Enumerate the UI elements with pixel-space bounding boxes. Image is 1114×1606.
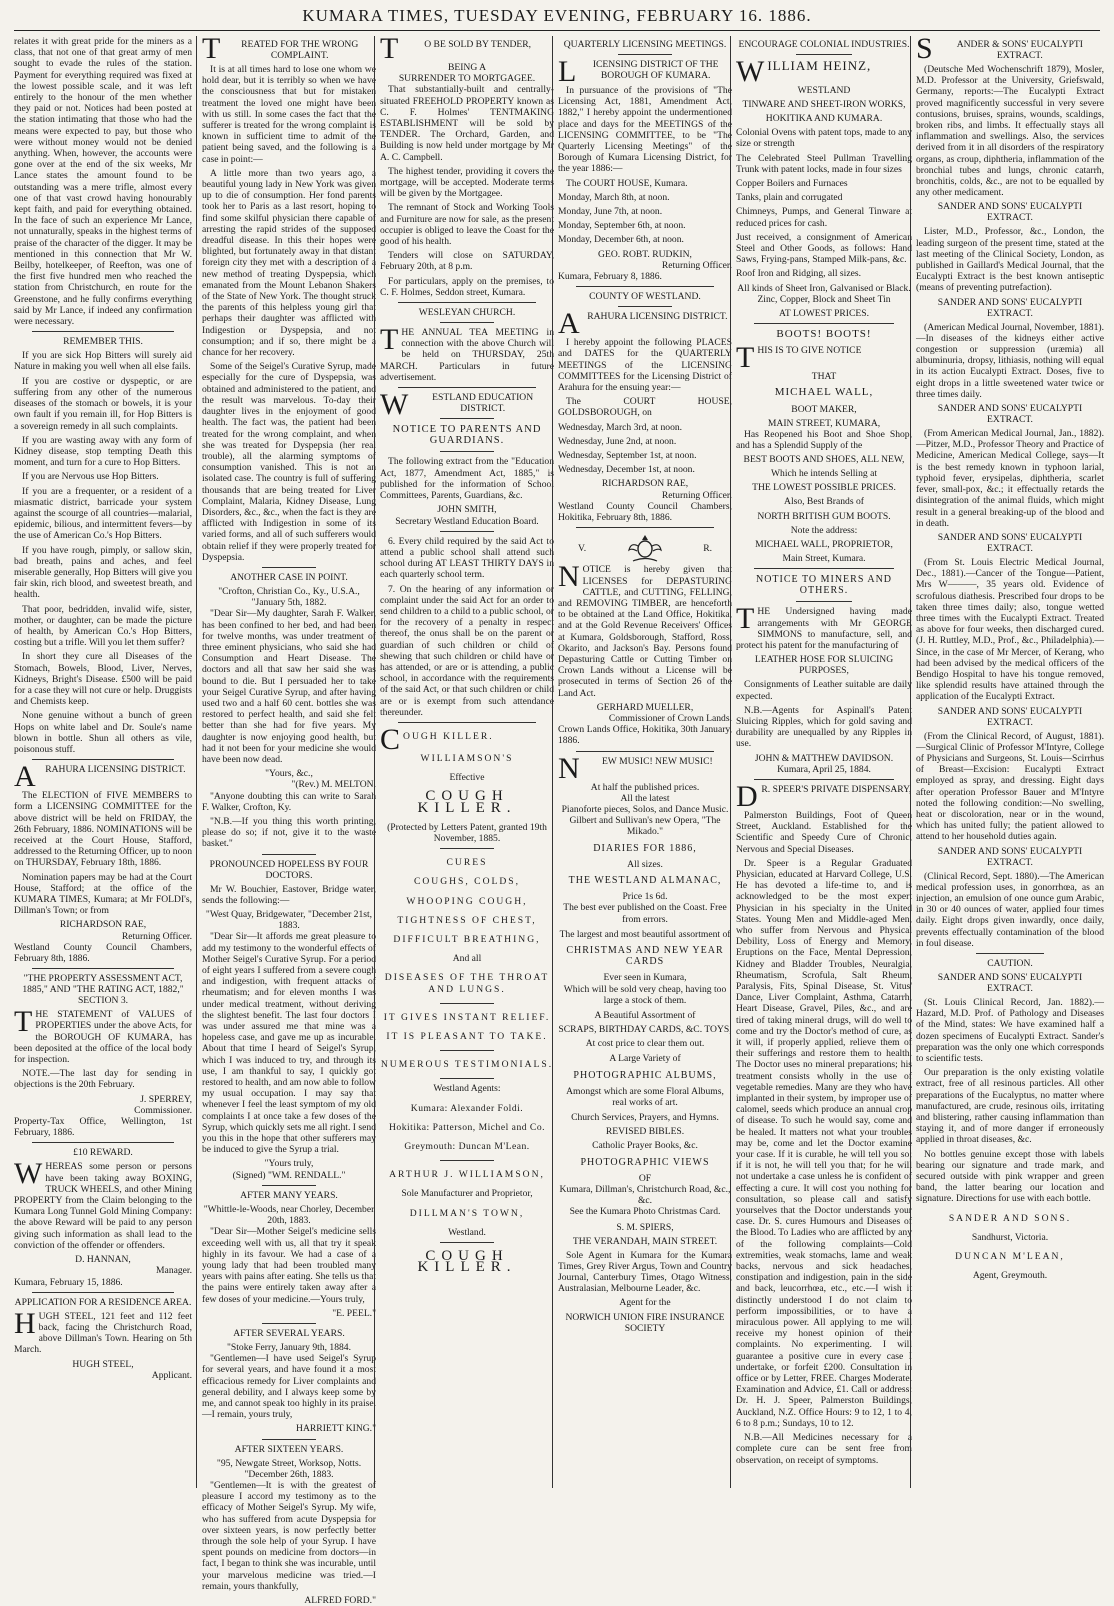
treated-para: Some of the Seigel's Curative Syrup, made especially for the cure of Dyspepsia, was obtained and administered to the patient, and the result was marvelous. To-day their daughter lives in the enjoyment of good health. The fact was, the patient had been treated for the wrong complaint, and when she was treated for Dyspepsia (her real trouble), all the alarming symptoms of consumption vanished. This is not an isolated case. The country is full of suffering thousands that are being treated for Liver Complaint, Malaria, Kidney Disease, Lung Disorders, &c., &c., when the fact is they are afflicted with Indigestion in some of its varied forms, and all of such sufferers would obtain relief if they were properly treated for Dyspepsia. xyxy=(202,361,376,563)
arahura-date: Wednesday, June 2nd, at noon. xyxy=(558,435,677,447)
maker-town: DILLMAN'S TOWN, xyxy=(409,1207,525,1219)
divider xyxy=(440,418,494,419)
arahura-body: The ELECTION of FIVE MEMBERS to form a LICENSING COMMITTEE for the above district will be held on FRIDAY, the 26th February, 1886. NOMINATIONS will be received at the Court House, Stafford, addressed to the Returning Officer, up to noon on THURSDAY, February 18th, 1886. xyxy=(14,790,192,869)
heinz-zinc: Zinc, Copper, Block and Sheet Tin xyxy=(757,293,891,305)
divider xyxy=(398,387,536,388)
sander-item-heading: SANDER AND SONS' EUCALYPTI EXTRACT. xyxy=(937,201,1083,224)
drop-cap: T xyxy=(14,1005,33,1039)
drop-cap: T xyxy=(202,32,221,65)
column-3 xyxy=(374,32,554,1488)
divider xyxy=(618,54,672,55)
treated-para: It is at all times hard to lose one whom we hold dear, but it is terribly so when we have the consciousness that but for mistaken treatment the loved one might have been with us still. In some cases the fact that the sufferer is treated for the wrong complaint is known in sufficient time to admit of the patient being saved, and the following is a case in point:— xyxy=(202,64,376,165)
sander-item-body: (American Medical Journal, November, 1881).—In diseases of the kidneys either active congestion or suppression (uræmia) all albuminuria, dropsy, lithiasis, nothing will equal in its action Eucalypti Extract. Doses, five to eight drops in a little sweetened water twice or three times daily. xyxy=(916,321,1104,400)
cards-seen: Ever seen in Kumara, xyxy=(603,972,687,984)
royal-crest-row xyxy=(558,532,732,564)
divider xyxy=(576,286,714,287)
wesleyan-heading: WESLEYAN CHURCH. xyxy=(418,307,516,319)
sander-item-heading: SANDER AND SONS' EUCALYPTI EXTRACT. xyxy=(937,403,1083,426)
maker-region: Westland. xyxy=(448,1226,486,1238)
cure-item: DISEASES OF THE THROAT AND LUNGS. xyxy=(384,972,550,995)
masthead: KUMARA TIMES, TUESDAY EVENING, FEBRUARY 16. 1886. xyxy=(302,6,812,25)
cards-intro: The largest and most beautiful assortment of xyxy=(559,928,731,940)
notice-parents-role: Secretary Westland Education Board. xyxy=(395,515,539,527)
tender-body: That substantially-built and centrally-situated FREEHOLD PROPERTY known as C. F. Holmes' TENTMAKING ESTABLISHMENT will be sold by TENDER. The Orchard, Garden, and Building is now held under mortgage by Mr A. C. Campbell. xyxy=(380,84,554,163)
application-signature: HUGH STEEL, xyxy=(72,1358,134,1370)
column-6 xyxy=(910,32,1104,1488)
instant-relief: IT GIVES INSTANT RELIEF. xyxy=(383,1011,551,1023)
reward-heading: £10 REWARD. xyxy=(73,1147,133,1159)
miners-signature: JOHN & MATTHEW DAVIDSON. xyxy=(754,752,894,764)
arahura-signature: RICHARDSON RAE, xyxy=(601,478,689,490)
scraps: SCRAPS, BIRTHDAY CARDS, &C. TOYS, xyxy=(558,1024,732,1036)
many-dateline: "Whittle-le-Woods, near Chorley, December 20th, 1883. xyxy=(203,1203,375,1227)
boots-role: BOOT MAKER, xyxy=(791,403,857,415)
treated-heading: REATED FOR THE WRONG COMPLAINT. xyxy=(241,39,359,61)
boots-best: BEST BOOTS AND SHOES, ALL NEW, xyxy=(743,454,905,466)
divider xyxy=(440,1078,494,1079)
application-role: Applicant. xyxy=(151,1369,192,1381)
case-heading: ANOTHER CASE IN POINT. xyxy=(230,571,348,583)
divider xyxy=(32,1142,174,1143)
almanac-price: Price 1s 6d. xyxy=(622,891,668,903)
reward-role: Manager. xyxy=(156,1265,192,1277)
boots-that: THAT xyxy=(811,371,837,383)
albums: PHOTOGRAPHIC ALBUMS, xyxy=(573,1069,717,1081)
column-5 xyxy=(730,36,912,1488)
case-signoff: "Yours, &c., xyxy=(265,768,313,780)
boots-line: HIS IS TO GIVE NOTICE xyxy=(757,345,862,357)
many-signature: "E. PEEL." xyxy=(332,1307,376,1319)
views-see: See the Kumara Photo Christmas Card. xyxy=(569,1206,721,1218)
albums-intro: A Large Variety of xyxy=(609,1053,681,1065)
tender-heading: O BE SOLD BY TENDER, xyxy=(424,39,532,50)
divider xyxy=(262,1323,316,1324)
divider xyxy=(796,54,852,55)
music-body: Pianoforte pieces, Solos, and Dance Music. xyxy=(561,803,729,815)
sander-item xyxy=(916,297,1104,400)
hopeless-heading: PRONOUNCED HOPELESS BY FOUR DOCTORS. xyxy=(209,858,369,881)
licensing-date: Monday, December 6th, at noon. xyxy=(558,234,684,246)
albums-sub: Amongst which are some Floral Albums, real works of art. xyxy=(566,1085,724,1109)
bibles: REVISED BIBLES. xyxy=(605,1126,685,1138)
caution-heading: CAUTION. xyxy=(987,958,1033,969)
remember-item: None genuine without a bunch of green Hops on white label and Dr. Soule's name blown in bottle. Shun all others as vile, poisonous stuff. xyxy=(14,710,192,755)
cards-sold: Which will be sold very cheap, having too large a stock of them. xyxy=(563,983,727,1006)
cure-item: TIGHTNESS OF CHEST, xyxy=(397,914,537,926)
heinz-lowest: AT LOWEST PRICES. xyxy=(779,308,869,320)
divider xyxy=(976,953,1044,954)
heinz-heading: ILLIAM HEINZ, xyxy=(767,58,872,73)
divider xyxy=(262,567,316,568)
spiers-shop: THE VERANDAH, MAIN STREET. xyxy=(572,1235,718,1247)
boots-address: Note the address: xyxy=(790,524,858,536)
almanac: THE WESTLAND ALMANAC, xyxy=(568,874,722,886)
crown-notice-body: OTICE is hereby given that LICENSES for DEPASTURING CATTLE, and CUTTING, FELLING, and REMOVING TIMBER, are henceforth to be obtained at the Land Office, Hokitika, and at the Gold Revenue Receivers' Offices at Kumara, Goldsborough, Stafford, Ross, Okarito, and Jackson's Bay. Persons found Depasturing Cattle or Cutting Timber on Crown Lands without a License will be prosecuted in terms of Section 26 of the Land Act. xyxy=(558,564,732,699)
crown-notice-role: Commissioner of Crown Lands. xyxy=(608,712,732,724)
miners-nb: N.B.—Agents for Aspinall's Patent Sluicing Ripples, which for gold saving and durability are unequalled by any Ripples in use. xyxy=(736,704,912,750)
miners-heading: NOTICE TO MINERS AND OTHERS. xyxy=(755,574,893,597)
hopeless-dateline: "West Quay, Bridgewater, "December 21st, 1883. xyxy=(205,909,373,932)
remember-item: If you are a frequenter, or a resident of a miasmatic district, barricade your system against the scourge of all countries—malarial, epidemic, bilious, and intermittent fevers—by the use of American Co.'s Hop Bitters. xyxy=(14,485,192,542)
almanac-sub: The best ever published on the Coast. Free from errors. xyxy=(563,902,727,925)
drop-cap: W xyxy=(380,388,409,422)
divider xyxy=(440,451,494,452)
cough-heading: OUGH KILLER. xyxy=(403,730,494,742)
reward-signature: D. HANNAN, xyxy=(75,1254,131,1266)
several-signature: HARRIETT KING." xyxy=(296,1423,376,1435)
hopeless-signature: (Signed) "WM. RENDALL." xyxy=(232,1169,346,1181)
divider xyxy=(32,759,174,760)
tender-sub: BEING A xyxy=(447,62,487,73)
music-opera: Gilbert and Sullivan's new Opera, "The Mikado." xyxy=(569,815,721,838)
notice-parents-heading: NOTICE TO PARENTS AND GUARDIANS. xyxy=(392,424,542,447)
reward-body: HEREAS some person or persons have been taking away BOXING, TRUCK WHEELS, and other Mining PROPERTY from the Claim belonging to the Kumara Long Tunnel Gold Mining Company: the above Reward will be paid to any person giving such information as shall lead to the conviction of the offender or offenders. xyxy=(14,1161,192,1251)
arahura-body: I hereby appoint the following PLACES and DATES for the QUARTERLY MEETINGS of the LICENSING COMMITTEES for the Licensing District of Arahura for the ensuing year:— xyxy=(558,337,732,394)
divider xyxy=(440,848,494,849)
divider xyxy=(440,322,494,323)
cure-item: DIFFICULT BREATHING, xyxy=(393,933,541,945)
remember-item: If you are sick Hop Bitters will surely aid Nature in making you well when all else fails. xyxy=(14,350,192,373)
application-heading: APPLICATION FOR A RESIDENCE AREA. xyxy=(14,1296,192,1308)
property-body: HE STATEMENT of VALUES of PROPERTIES under the above Acts, for the BOROUGH OF KUMARA, has been deposited at the office of the local body for inspection. xyxy=(14,1009,192,1066)
notice-parents-signature: JOHN SMITH, xyxy=(437,504,497,516)
tender-body: The highest tender, providing it covers the mortgage, will be accepted. Moderate terms will be given by the Mortgagee. xyxy=(380,165,554,200)
boots-proprietor: MICHAEL WALL, PROPRIETOR, xyxy=(755,538,893,550)
case-note: "Anyone doubting this can write to Sarah F. Walker, Crofton, Ky. xyxy=(202,790,376,813)
drop-cap: W xyxy=(14,1157,43,1191)
cough-killer-footer: COUGH KILLER. xyxy=(417,1248,517,1276)
views-of: OF xyxy=(638,1172,652,1184)
quarterly-heading: QUARTERLY LICENSING MEETINGS. xyxy=(563,39,727,50)
divider xyxy=(618,306,672,307)
licensing-signature: GEO. ROBT. RUDKIN, xyxy=(598,248,692,260)
divider xyxy=(440,1003,494,1004)
drop-cap: T xyxy=(380,32,399,65)
agent-place: Agent, Greymouth. xyxy=(972,1270,1048,1282)
agent-for: Agent for the xyxy=(619,1297,671,1309)
sixteen-heading: AFTER SIXTEEN YEARS. xyxy=(234,1443,344,1455)
miners-body: HE Undersigned having made arrangements with Mr GEORGE SIMMONS to manufacture, sell, and protect his patent for the manufacturing of xyxy=(736,606,912,652)
spiers-agent: Sole Agent in Kumara for the Kumara Times, Grey River Argus, Town and Country Journal, Canterbury Times, Otago Witness, Australasian, Melbourne Leader, &c. xyxy=(558,1249,732,1295)
speer-body-2: Dr. Speer is a Regular Graduated Physician, educated at Harvard College, U.S. He has devoted a life-time to, and is acknowledged to be the most expert Physician in his specialty in the United States. Young Men and Middle-aged Men, who suffer from Nervous and Physical Debility, Loss of Energy and Memory, Eruptions on the Face, Mental Depression, Kidney and Bladder Troubles, Neuralgia, Rheumatism, Scrofula, Salt Rheum, Paralysis, Fits, Spinal Disease, St. Vitus' Dance, Liver Complaint, Asthma, Catarrh, Heart Disease, Gravel, Piles, &c., and are tired of taking mineral drugs, will do well to come and try the Doctor's method of cure, as it will, if properly applied, relieve them of their sufferings and restore them to health. The Doctor uses no mineral preparations; his treatment consists wholly in the use of vegetable remedies. Many are they who have implanted in their system, by improper use of calomel, seeds which produce an annual crop of disease. To such he would say, come and be healed. It matters not what your troubles may be, come and let the Doctor examine your case. If it is curable, he will tell you so; if it is not, he will tell you that; for he will not undertake a case unless he is confident of effecting a cure. It will cost you nothing for consultation, so please call and satisfy yourselves that the Doctor understands your case. Dr. S. cures Humours and Diseases of the Blood. To Ladies who are afflicted by any of the following complaints—Cold extremities, weak stomachs, lame and weak backs, nervous and sick headaches, constipation and indigestion, pain in the side and back, leucorrhœa, etc., etc.—I wish it distinctly understood I do not claim to perform impossibilities, or to have a miraculous power. All applying to me will receive my honest opinion of their complaints. No experimenting. I will guarantee a positive cure in every case I undertake, or forfeit £200. Consultation in office or by Letter, FREE. Charges Moderate. Examination and Advice, £1. Call or address: Dr. H. J. Speer, Palmerston Buildings, Auckland, N.Z. Office Hours: 9 to 12, 1 to 4, 6 to 8 p.m.; Sundays, 10 to 12. xyxy=(736,857,912,1429)
encourage-heading: ENCOURAGE COLONIAL INDUSTRIES. xyxy=(738,39,910,50)
arahura-heading: RAHURA LICENSING DISTRICT. xyxy=(587,311,728,323)
case-body: "Dear Sir—My daughter, Sarah F. Walker, has been confined to her bed, and had been for twelve months, was under treatment of three eminent physicians, who said she had Consumption and Heart Disease. The doctors and all that saw her said she was bound to die. But I persuaded her to take your Seigel Curative Syrup, and after having used two and a half 60 cent. bottles she was restored to perfect health, and said she felt better than she had for five years. My daughter is now enjoying good health, but had it not been for your medicine she would have been now dead. xyxy=(202,608,376,765)
sixteen-signature: ALFRED FORD." xyxy=(304,1594,376,1606)
sander-item xyxy=(916,532,1104,703)
property-note: NOTE.—The last day for sending in objections is the 20th February. xyxy=(14,1068,192,1091)
sander-item-heading: SANDER AND SONS' EUCALYPTI EXTRACT. xyxy=(937,296,1083,319)
drop-cap: W xyxy=(736,55,765,88)
divider xyxy=(440,1242,494,1243)
divider xyxy=(576,527,714,528)
maker-name: ARTHUR J. WILLIAMSON, xyxy=(389,1169,545,1181)
remember-item: That poor, bedridden, invalid wife, sister, mother, or daughter, can be made the picture of health, by American Co.'s Hop Bitters, costing but a trifle. Will you let them suffer? xyxy=(14,603,192,649)
arahura-signature: RICHARDSON RAE, xyxy=(59,919,147,931)
hopeless-intro: Mr W. Bouchier, Eastover, Bridge water, sends the following:— xyxy=(202,883,376,906)
heinz-item: The Celebrated Steel Pullman Travelling Trunk with patent locks, made in four sizes xyxy=(736,152,912,175)
sander-item-heading: SANDER AND SONS' EUCALYPTI EXTRACT. xyxy=(937,705,1083,728)
remember-item: If you have rough, pimply, or sallow skin, bad breath, pains and aches, and feel miserable generally, Hop Bitters will give you fair skin, rich blood, and sweetest breath, and health. xyxy=(14,544,192,601)
act-clause-7: 7. On the hearing of any information or complaint under the said Act for an order to send children to a child to a public school, or for the recovery of a penalty in respect thereof, the onus shall be on the parent or guardian of such children or child of shewing that such children or child have or has attended, or are or is attending, a public school, in accordance with the requirements of the said Act, or that such children or child are or is exempt from such attendance thereunder. xyxy=(380,583,554,718)
licensing-role: Returning Officer. xyxy=(661,259,732,271)
column-4 xyxy=(552,36,732,1488)
sander-item-heading: SANDER AND SONS' EUCALYPTI EXTRACT. xyxy=(937,845,1083,868)
remember-heading: REMEMBER THIS. xyxy=(63,336,143,348)
divider xyxy=(754,323,894,324)
crown-notice-signature: GERHARD MUELLER, xyxy=(596,701,694,713)
divider xyxy=(398,722,536,723)
scraps-cost: At cost price to clear them out. xyxy=(585,1038,705,1050)
drop-cap: T xyxy=(380,323,399,357)
diaries: DIARIES FOR 1886, xyxy=(593,842,697,854)
boots-body: Has Reopened his Boot and Shoe Shop, and has a Splendid Supply of the xyxy=(736,428,912,452)
sander-signature: SANDER AND SONS. xyxy=(948,1212,1072,1224)
arahura-body-2: Nomination papers may be had at the Court House, Stafford; at the office of the KUMARA TIMES, Kumara; at Mr FOLDI's, Dillman's Town; or from xyxy=(14,871,192,917)
many-body: "Dear Sir—Mother Seigel's medicine sells exceeding well with us, all that try it speak highly in its favour. We had a case of a young lady that had been troubled many years with pains after eating. She tells us that the pains were entirely taken away after a few doses of your medicine.—Yours truly, xyxy=(202,1226,376,1305)
divider xyxy=(754,568,894,569)
property-signature: J. SPERREY, xyxy=(140,1093,192,1105)
licensing-place: The COURT HOUSE, Kumara. xyxy=(566,177,688,189)
hopeless-signoff: "Yours truly, xyxy=(264,1158,314,1170)
sander-item xyxy=(916,201,1104,293)
caution-body: (St. Louis Clinical Record, Jan. 1882).—Hazard, M.D. Prof. of Pathology and Diseases of the Mind, states: We have examined half a dozen specimens of Eucalypti Extract. Sander's preparation was the only one which corresponds to scientific tests. xyxy=(916,997,1104,1065)
crest-v: V. xyxy=(578,542,587,554)
column-2 xyxy=(196,32,376,1606)
cough-killer-title: COUGH KILLER. xyxy=(417,788,517,816)
heinz-item: Roof Iron and Ridging, all sizes. xyxy=(736,268,861,280)
licensing-heading: ICENSING DISTRICT OF THE BOROUGH OF KUMARA. xyxy=(592,59,719,81)
arahura-date: Wednesday, September 1st, at noon. xyxy=(558,450,697,462)
testimonials: NUMEROUS TESTIMONIALS. xyxy=(380,1059,554,1071)
heinz-item: Copper Boilers and Furnaces xyxy=(736,178,848,190)
boots-gum: NORTH BRITISH GUM BOOTS. xyxy=(757,510,891,522)
boots-prices: THE LOWEST POSSIBLE PRICES. xyxy=(752,482,896,494)
remember-item: In short they cure all Diseases of the Stomach, Bowels, Blood, Liver, Nerves, Kidneys, Bright's Disease. £500 will be paid for a case they will not cure or help. Druggists and Chemists keep. xyxy=(14,651,192,708)
heinz-item: Tanks, plain and corrugated xyxy=(736,192,843,204)
sixteen-dateline: "95, Newgate Street, Worksop, Notts. "December 26th, 1883. xyxy=(216,1457,362,1480)
boots-brands: Also, Best Brands of xyxy=(784,496,864,508)
remember-item: If you are costive or dyspeptic, or are suffering from any other of the numerous diseases of the stomach or bowels, it is your own fault if you remain ill, for Hop Bitters is a sovereign remedy in all such complaints. xyxy=(14,375,192,432)
royal-crest-icon xyxy=(625,532,665,564)
notice-parents-body: The following extract from the "Education Act, 1877, Amendment Act, 1885," is published for the information of School Committees, Parents, Guardians, &c. xyxy=(380,456,554,502)
licensing-date: Monday, September 6th, at noon. xyxy=(558,220,686,232)
drop-cap: C xyxy=(380,722,401,756)
caution-subheading: SANDER AND SONS' EUCALYPTI EXTRACT. xyxy=(937,972,1083,994)
divider xyxy=(32,331,174,332)
diaries-sub: All sizes. xyxy=(627,858,663,870)
divider xyxy=(440,1050,494,1051)
arahura-role: Returning Officer. xyxy=(661,489,732,501)
views-places: Kumara, Dillman's, Christchurch Road, &c., &c. xyxy=(559,1184,731,1207)
effective: Effective xyxy=(449,772,485,784)
divider xyxy=(754,779,894,780)
divider xyxy=(796,601,852,602)
miners-consignments: Consignments of Leather suitable are daily expected. xyxy=(736,679,912,702)
boots-heading: BOOTS! BOOTS! xyxy=(776,328,872,341)
fire-insurance: NORWICH UNION FIRE INSURANCE SOCIETY xyxy=(565,1311,725,1334)
speer-nb: N.B.—All Medicines necessary for a complete cure can be sent free from observation, on receipt of symptoms. xyxy=(736,1432,912,1466)
divider xyxy=(262,854,316,855)
pleasant: IT IS PLEASANT TO TAKE. xyxy=(386,1031,548,1042)
agent-item: Hokitika: Patterson, Michel and Co. xyxy=(388,1121,546,1133)
sander-item xyxy=(916,706,1104,843)
tea-body: HE ANNUAL TEA MEETING in connection with the above Church will be held on THURSDAY, 25th MARCH. Particulars in future advertisement. xyxy=(380,327,554,383)
case-dateline: "Crofton, Christian Co., Ky., U.S.A., "January 5th, 1882. xyxy=(218,585,360,609)
music-heading: EW MUSIC! NEW MUSIC! xyxy=(601,755,713,767)
drop-cap: N xyxy=(558,751,580,785)
sander-item-body: (From St. Louis Electric Medical Journal, Dec., 1881).—Cancer of the Tongue—Patient, Mrs W———, 35 years old. Evidence of scrofulous diathesis. Prescribed four drops to be taken three times daily; also, tongue wetted three times with the Eucalypti Extract. Treated as above for four weeks, then discharged cured. (J. H. Ruttley, M.D., Prof., &c., Philadelphia).—Since, in the case of Mr Mercer, of Kerang, who had been advised by the medical officers of the Bendigo Hospital to have his tongue removed, like splendid results have attained through the application of the Eucalypti Extract. xyxy=(916,556,1104,703)
cures-heading: CURES xyxy=(446,857,488,869)
sander-item xyxy=(916,846,1104,949)
arahura-heading: RAHURA LICENSING DISTRICT. xyxy=(45,764,186,776)
tender-body: The remnant of Stock and Working Tools and Furniture are now for sale, as the present occupier is obliged to leave the Coast for the good of his health. xyxy=(380,202,554,248)
masthead-rule xyxy=(14,30,1100,31)
music-sub: At half the published prices. xyxy=(590,781,700,793)
bibles-sub: Catholic Prayer Books, &c. xyxy=(592,1140,698,1152)
heinz-item: Just received, a consignment of American Steel and Other Goods, as follows: Hand Saws, Frying-pans, Stamped Milk-pans, &c. xyxy=(736,231,912,266)
divider xyxy=(32,968,174,969)
arahura-place-date: Westland County Council Chambers, Hokitika, February 8th, 1886. xyxy=(558,500,732,524)
tender-sub: SURRENDER TO MORTGAGEE. xyxy=(398,73,536,85)
remember-list xyxy=(14,350,192,755)
heinz-item: Colonial Ovens with patent tops, made to any size or strength xyxy=(736,127,912,150)
speer-heading: R. SPEER'S PRIVATE DISPENSARY, xyxy=(761,783,912,795)
property-role: Commissioner. xyxy=(134,1104,192,1116)
divider xyxy=(440,531,494,532)
boots-street: MAIN STREET, KUMARA, xyxy=(767,417,881,429)
several-body: "Gentlemen—I have used Seigel's Syrup for several years, and have found it a most efficacious remedy for Liver complaints and general debility, and I always keep some by me, and cannot speak too highly in its praise.—I remain, yours truly, xyxy=(202,1353,376,1421)
arahura-place: Westland County Council Chambers, February 8th, 1886. xyxy=(14,941,192,965)
miners-place: Kumara, April 25, 1884. xyxy=(777,763,871,775)
scraps-intro: A Beautiful Assortment of xyxy=(594,1010,696,1021)
drop-cap: H xyxy=(14,1306,36,1340)
many-heading: AFTER MANY YEARS. xyxy=(240,1189,338,1201)
bibles-intro: Church Services, Prayers, and Hymns. xyxy=(571,1112,719,1124)
article-continuation: relates it with great pride for the miners as a class, that not one of that great army of men sought to evade the rules of the station. Payment for everything required was fixed at the lowest possible scale, and it was left entirely to the honour of the men whether they paid or not. Notices had been posted at the station intimating that those who had the means were expected to pay, but those who were without money would not be denied anything. When, however, the accounts were gone over at the end of the six weeks, Mr Lance states the amount found to be outstanding was a mere trifle, almost every one of that vast crowd having honourably kept faith, and paid for everything obtained. In the face of such an experience Mr Lance, not unnaturally, speaks in the highest terms of praise of the character of the digger. It may be mentioned in this connection that Mr W. Beilby, hotelkeeper, of Reefton, was one of the first five hundred men who reached the station from Christchurch, en route for the Greenstone, and he fully confirms everything said by Mr Lance, if indeed any confirmation were necessary. xyxy=(14,36,192,328)
several-dateline: "Stoke Ferry, January 9th, 1884. xyxy=(227,1341,351,1353)
miners-hose: LEATHER HOSE FOR SLUICING PURPOSES, xyxy=(754,654,894,677)
divider xyxy=(262,1185,316,1186)
williamsons: WILLIAMSON'S xyxy=(420,752,514,764)
drop-cap: D xyxy=(736,779,758,813)
boots-name: MICHAEL WALL, xyxy=(774,386,874,399)
application-body: UGH STEEL, 121 feet and 112 feet back, facing the Christchurch Road, above Dillman's Town. Hearing on 5th March. xyxy=(14,1310,192,1356)
crown-notice-place: Crown Lands Office, Hokitika, 30th January, 1886. xyxy=(558,724,732,747)
divider xyxy=(398,302,536,303)
licensing-body: In pursuance of the provisions of "The Licensing Act, 1881, Amendment Act, 1882," I hereby appoint the undermentioned place and days for the MEETINGS of the LICENSING COMMITTEE, to be "The Quarterly Licensing Meetings" of the Borough of Kumara Licensing District, for the year 1886:— xyxy=(558,85,732,175)
arahura-place: The COURT HOUSE, GOLDSBOROUGH, on xyxy=(558,396,732,419)
agent-name: DUNCAN M'LEAN, xyxy=(955,1251,1065,1263)
case-note: "N.B.—If you thing this worth printing, please do so; if not, give it to the waste basket." xyxy=(202,816,376,850)
divider xyxy=(576,751,714,752)
several-heading: AFTER SEVERAL YEARS. xyxy=(233,1327,345,1339)
heinz-iron: All kinds of Sheet Iron, Galvanised or Black. xyxy=(737,282,911,294)
heinz-sub: WESTLAND xyxy=(797,85,851,96)
remember-item: If you are Nervous use Hop Bitters. xyxy=(22,471,159,483)
sander-place: Sandhurst, Victoria. xyxy=(971,1231,1049,1243)
divider xyxy=(32,1292,174,1293)
caution-body-2: Our preparation is the only existing volatile extract, free of all resinous particles. All other preparations of the Eucalyptus, no matter where manufactured, are crude, resinous oils, irritating and blistering, rather causing inflammation than staying it, and of more danger if erroneously applied in throat diseases, &c. xyxy=(916,1067,1104,1146)
arahura-notice xyxy=(14,760,192,965)
arahura-date: Wednesday, March 3rd, at noon. xyxy=(558,421,683,433)
speer-body: Palmerston Buildings, Foot of Queen Street, Auckland. Established for the Scientific and Speedy Cure of Chronic, Nervous and Special Diseases. xyxy=(736,809,912,855)
views: PHOTOGRAPHIC VIEWS xyxy=(580,1156,710,1168)
sander-item-body: Lister, M.D., Professor, &c., London, the leading surgeon of the present time, stated at the last meeting of the Clinical Society, London, as published in Gaillard's Medical Journal, that the Eucalypti Extract is the best known antiseptic (means of preventing putrefaction). xyxy=(916,226,1104,294)
county-heading: COUNTY OF WESTLAND. xyxy=(589,291,701,303)
sander-item-body: (From American Medical Journal, Jan., 1882).—Pitzer, M.D., Professor Theory and Practice of Medicine, American Medical College, says—It is the best remedy known in typhoon larial, typhoid fever, erysipelas, diphtheria, scarlet fever, small-pox, &c.; it effectually retards the disintegration of the animal fluids, which might result in a general breaking-up of the blood and in death. xyxy=(916,428,1104,529)
patent-note: (Protected by Letters Patent, granted 19th November, 1885. xyxy=(387,821,547,844)
property-heading: "THE PROPERTY ASSESSMENT ACT, 1885," AND "THE RATING ACT, 1882," SECTION 3. xyxy=(22,973,184,1007)
sander-item-heading: SANDER AND SONS' EUCALYPTI EXTRACT. xyxy=(937,531,1083,554)
spiers-name: S. M. SPIERS, xyxy=(616,1221,674,1233)
property-place: Property-Tax Office, Wellington, 1st February, 1886. xyxy=(14,1116,192,1139)
crest-r: R. xyxy=(703,542,712,554)
agent-item: Greymouth: Duncan M'Lean. xyxy=(404,1141,530,1153)
act-clause-6: 6. Every child required by the said Act to attend a public school shall attend such school during AT LEAST THIRTY DAYS in each quarterly school term. xyxy=(380,535,554,581)
heinz-works: TINWARE AND SHEET-IRON WORKS, xyxy=(742,99,906,111)
sixteen-body: "Gentlemen—It is with the greatest of pleasure I accord my testimony as to the efficacy of Mother Seigel's Syrup. My wife, who has suffered from acute Dyspepsia for over sixteen years, is now perfectly better through the sole help of your Syrup. I have spent pounds on medicine from doctors—in fact, I began to think she was incurable, until your marvelous medicine was tried.—I remain, yours thankfully, xyxy=(202,1479,376,1592)
arahura-role: Returning Officer. xyxy=(121,930,192,942)
drop-cap: T xyxy=(736,341,755,375)
arahura-date: Wednesday, December 1st, at noon. xyxy=(558,464,695,476)
drop-cap: S xyxy=(916,32,933,65)
cards: CHRISTMAS AND NEW YEAR CARDS xyxy=(566,944,724,968)
agents-heading: Westland Agents: xyxy=(433,1083,501,1095)
cure-item: And all xyxy=(452,953,482,965)
divider xyxy=(440,1160,494,1161)
drop-cap: A xyxy=(14,760,36,794)
maker-role: Sole Manufacturer and Proprietor, xyxy=(401,1188,533,1200)
heinz-places: HOKITIKA AND KUMARA. xyxy=(765,113,883,125)
sander-item-body: (From the Clinical Record, of August, 1881).—Surgical Clinic of Professor M'Intyre, College of Physicians and Surgeons, St. Louis—Scirrhus of Breast—Excision: Eucalypti Extract employed as spray, and dressing. Eight days after operation Professor Bauer and M'Intyre noted the following condition:—No swelling, heat or discoloration, near or in the wound, which has united fully; the patient allowed to attend to her household duties again. xyxy=(916,730,1104,843)
licensing-date: Monday, June 7th, at noon. xyxy=(558,206,663,218)
sander-intro: (Deutsche Med Wochenschrift 1879), Mosler, M.D. Professor at the University, Griefswald, Germany, reports:—The Eucalypti Extract proved magnificently successful in very severe contusions, bruises, sprains, wounds, scaldings, broken ribs, and limbs. It effectually stays all inflammation and swellings. Also, the services derived from it in all disorders of the respiratory organs, as croup, diphtheria, inflammation of the bronchial tubes and lungs, chronic catarrh, bronchitis, colds, &c., are not to be equalled by any other medicament. xyxy=(916,64,1104,199)
remember-item: If you are wasting away with any form of Kidney disease, stop tempting Death this moment, and turn for a cure to Hop Bitters. xyxy=(14,434,192,469)
treated-para: A little more than two years ago, a beautiful young lady in New York was given up to die of consumption. Her fond parents took her to Paris as a last resort, hoping to find some skilful physician there capable of arresting the rapid strides of the supposed dreadful disease. In this their hopes were blighted, but fortunately away in that distant foreign city they met with a description of a new method of treating Dyspepsia, which emanated from the Mount Lebanon Shakers of the State of New York. The thought struck the parents of this helpless young girl that perhaps their daughter was afflicted with Indigestion or Dyspepsia, and not consumption; and if so, there might be a chance for her recovery. xyxy=(202,167,376,359)
sander-item-body: (Clinical Record, Sept. 1880).—The American medical profession uses, in gonorrhœa, as an injection, an emulsion of one ounce gum Arabic, in 30 or 40 ounces of water, applied four times daily. Eight drops given inwardly, once daily, prevents effectually contamination of the blood in foul disease. xyxy=(916,870,1104,949)
heinz-item: Chimneys, Pumps, and General Tinware at reduced prices for cash. xyxy=(736,206,912,229)
licensing-date: Monday, March 8th, at noon. xyxy=(558,191,670,203)
drop-cap: A xyxy=(558,307,580,341)
tender-body: For particulars, apply on the premises, to C. F. Holmes, Seddon street, Kumara. xyxy=(380,275,554,298)
drop-cap: N xyxy=(558,560,580,594)
sander-item xyxy=(916,403,1104,529)
cure-item: WHOOPING COUGH, xyxy=(406,895,528,907)
tender-body: Tenders will close on SATURDAY, February 20th, at 8 p.m. xyxy=(380,250,554,273)
agent-item: Kumara: Alexander Foldi. xyxy=(410,1102,524,1114)
sander-heading: ANDER & SONS' EUCALYPTI EXTRACT. xyxy=(956,39,1083,61)
licensing-place-date: Kumara, February 8, 1886. xyxy=(558,271,662,283)
cure-item: COUGHS, COLDS, xyxy=(413,876,521,888)
boots-main: Main Street, Kumara. xyxy=(782,552,866,564)
music-latest: All the latest xyxy=(620,792,670,804)
drop-cap: T xyxy=(736,602,755,636)
boots-intends: Which he intends Selling at xyxy=(770,468,878,480)
drop-cap: L xyxy=(558,55,577,88)
reward-place: Kumara, February 15, 1886. xyxy=(14,1276,123,1288)
education-heading: ESTLAND EDUCATION DISTRICT. xyxy=(432,392,534,415)
case-signature: "(Rev.) M. MELTON. xyxy=(291,779,376,791)
hopeless-body: "Dear Sir—It affords me great pleasure to add my testimony to the wonderful effects of Mother Seigel's Curative Syrup. For a period of eight years I suffered from a severe cough and indigestion, with frequent attacks of rheumatism; and for eleven months I was under medical treatment, without deriving the slightest benefit. The last four doctors I was under assured me that mine was a hopeless case, and gave me up as incurable. About that time I heard of Seigel's Syrup, which I was induced to try, and through its use, I am thankful to say, I quickly got restored to health, and am now able to follow my usual occupation. I may say that whenever I feel the least symptom of my old complaints I at once take a few doses of the Syrup, which quickly sets me all right. I send you this in the hope that other sufferers may be induced to give the Syrup a trial. xyxy=(202,931,376,1156)
divider xyxy=(262,1439,316,1440)
column-1 xyxy=(14,36,192,1488)
caution-body-3: No bottles genuine except those with labels bearing our signature and trade mark, and secured outside with pink wrapper and green band, the latter bearing our location and signature. Directions for use with each bottle. xyxy=(916,1148,1104,1205)
